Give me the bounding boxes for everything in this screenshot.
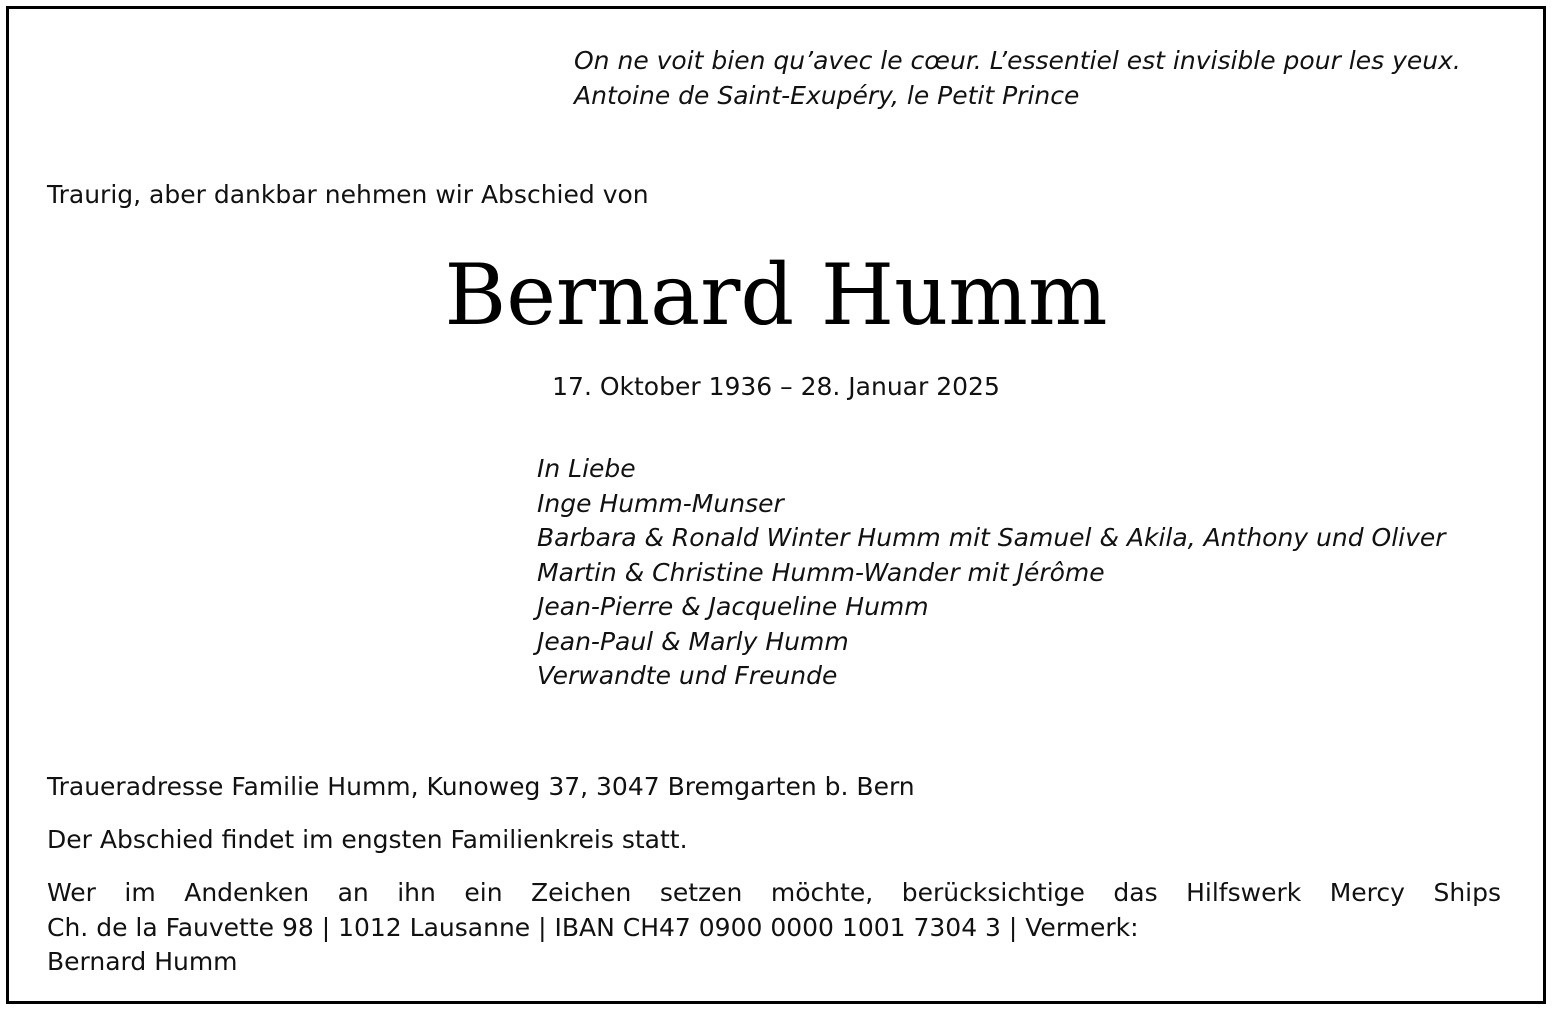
mourner-entry: Verwandte und Freunde xyxy=(537,661,838,690)
mourner-entry: Jean-Paul & Marly Humm xyxy=(537,626,849,656)
mourners-heading: In Liebe xyxy=(537,454,636,483)
quote-attribution: Antoine de Saint-Exupéry, le Petit Prince xyxy=(574,81,1080,110)
mourner-entry: Jean-Pierre & Jacqueline Humm xyxy=(537,592,929,621)
quote-text: On ne voit bien qu’avec le cœur. L’essentiel est invisible pour les yeux. xyxy=(574,46,1461,75)
mourner-entry: Martin & Christine Humm-Wander mit Jérôme xyxy=(537,557,1105,587)
obituary-notice xyxy=(6,6,1546,1004)
ceremony-note: Der Abschied findet im engsten Familienkreis statt. xyxy=(47,825,688,854)
deceased-name: Bernard Humm xyxy=(444,246,1108,344)
donation-note xyxy=(47,876,1501,980)
intro-text: Traurig, aber dankbar nehmen wir Abschied von xyxy=(47,180,649,209)
donation-bank-details: Ch. de la Fauvette 98 | 1012 Lausanne | IBAN CH47 0900 0000 1001 7304 3 | Vermerk: xyxy=(47,912,1139,942)
donation-line: Wer im Andenken an ihn ein Zeichen setzen möchte, berücksichtige das Hilfswerk Mercy Ships xyxy=(47,878,1501,907)
epigraph-quote xyxy=(574,43,1461,113)
donation-reference: Bernard Humm xyxy=(47,947,238,976)
mourner-entry: Barbara & Ronald Winter Humm mit Samuel & Akila, Anthony und Oliver xyxy=(537,523,1446,552)
mourner-entry: Inge Humm-Munser xyxy=(537,488,784,518)
mourners-list xyxy=(537,452,1446,694)
mourning-address: Traueradresse Familie Humm, Kunoweg 37, 3047 Bremgarten b. Bern xyxy=(47,772,915,801)
life-dates: 17. Oktober 1936 – 28. Januar 2025 xyxy=(552,372,1000,401)
